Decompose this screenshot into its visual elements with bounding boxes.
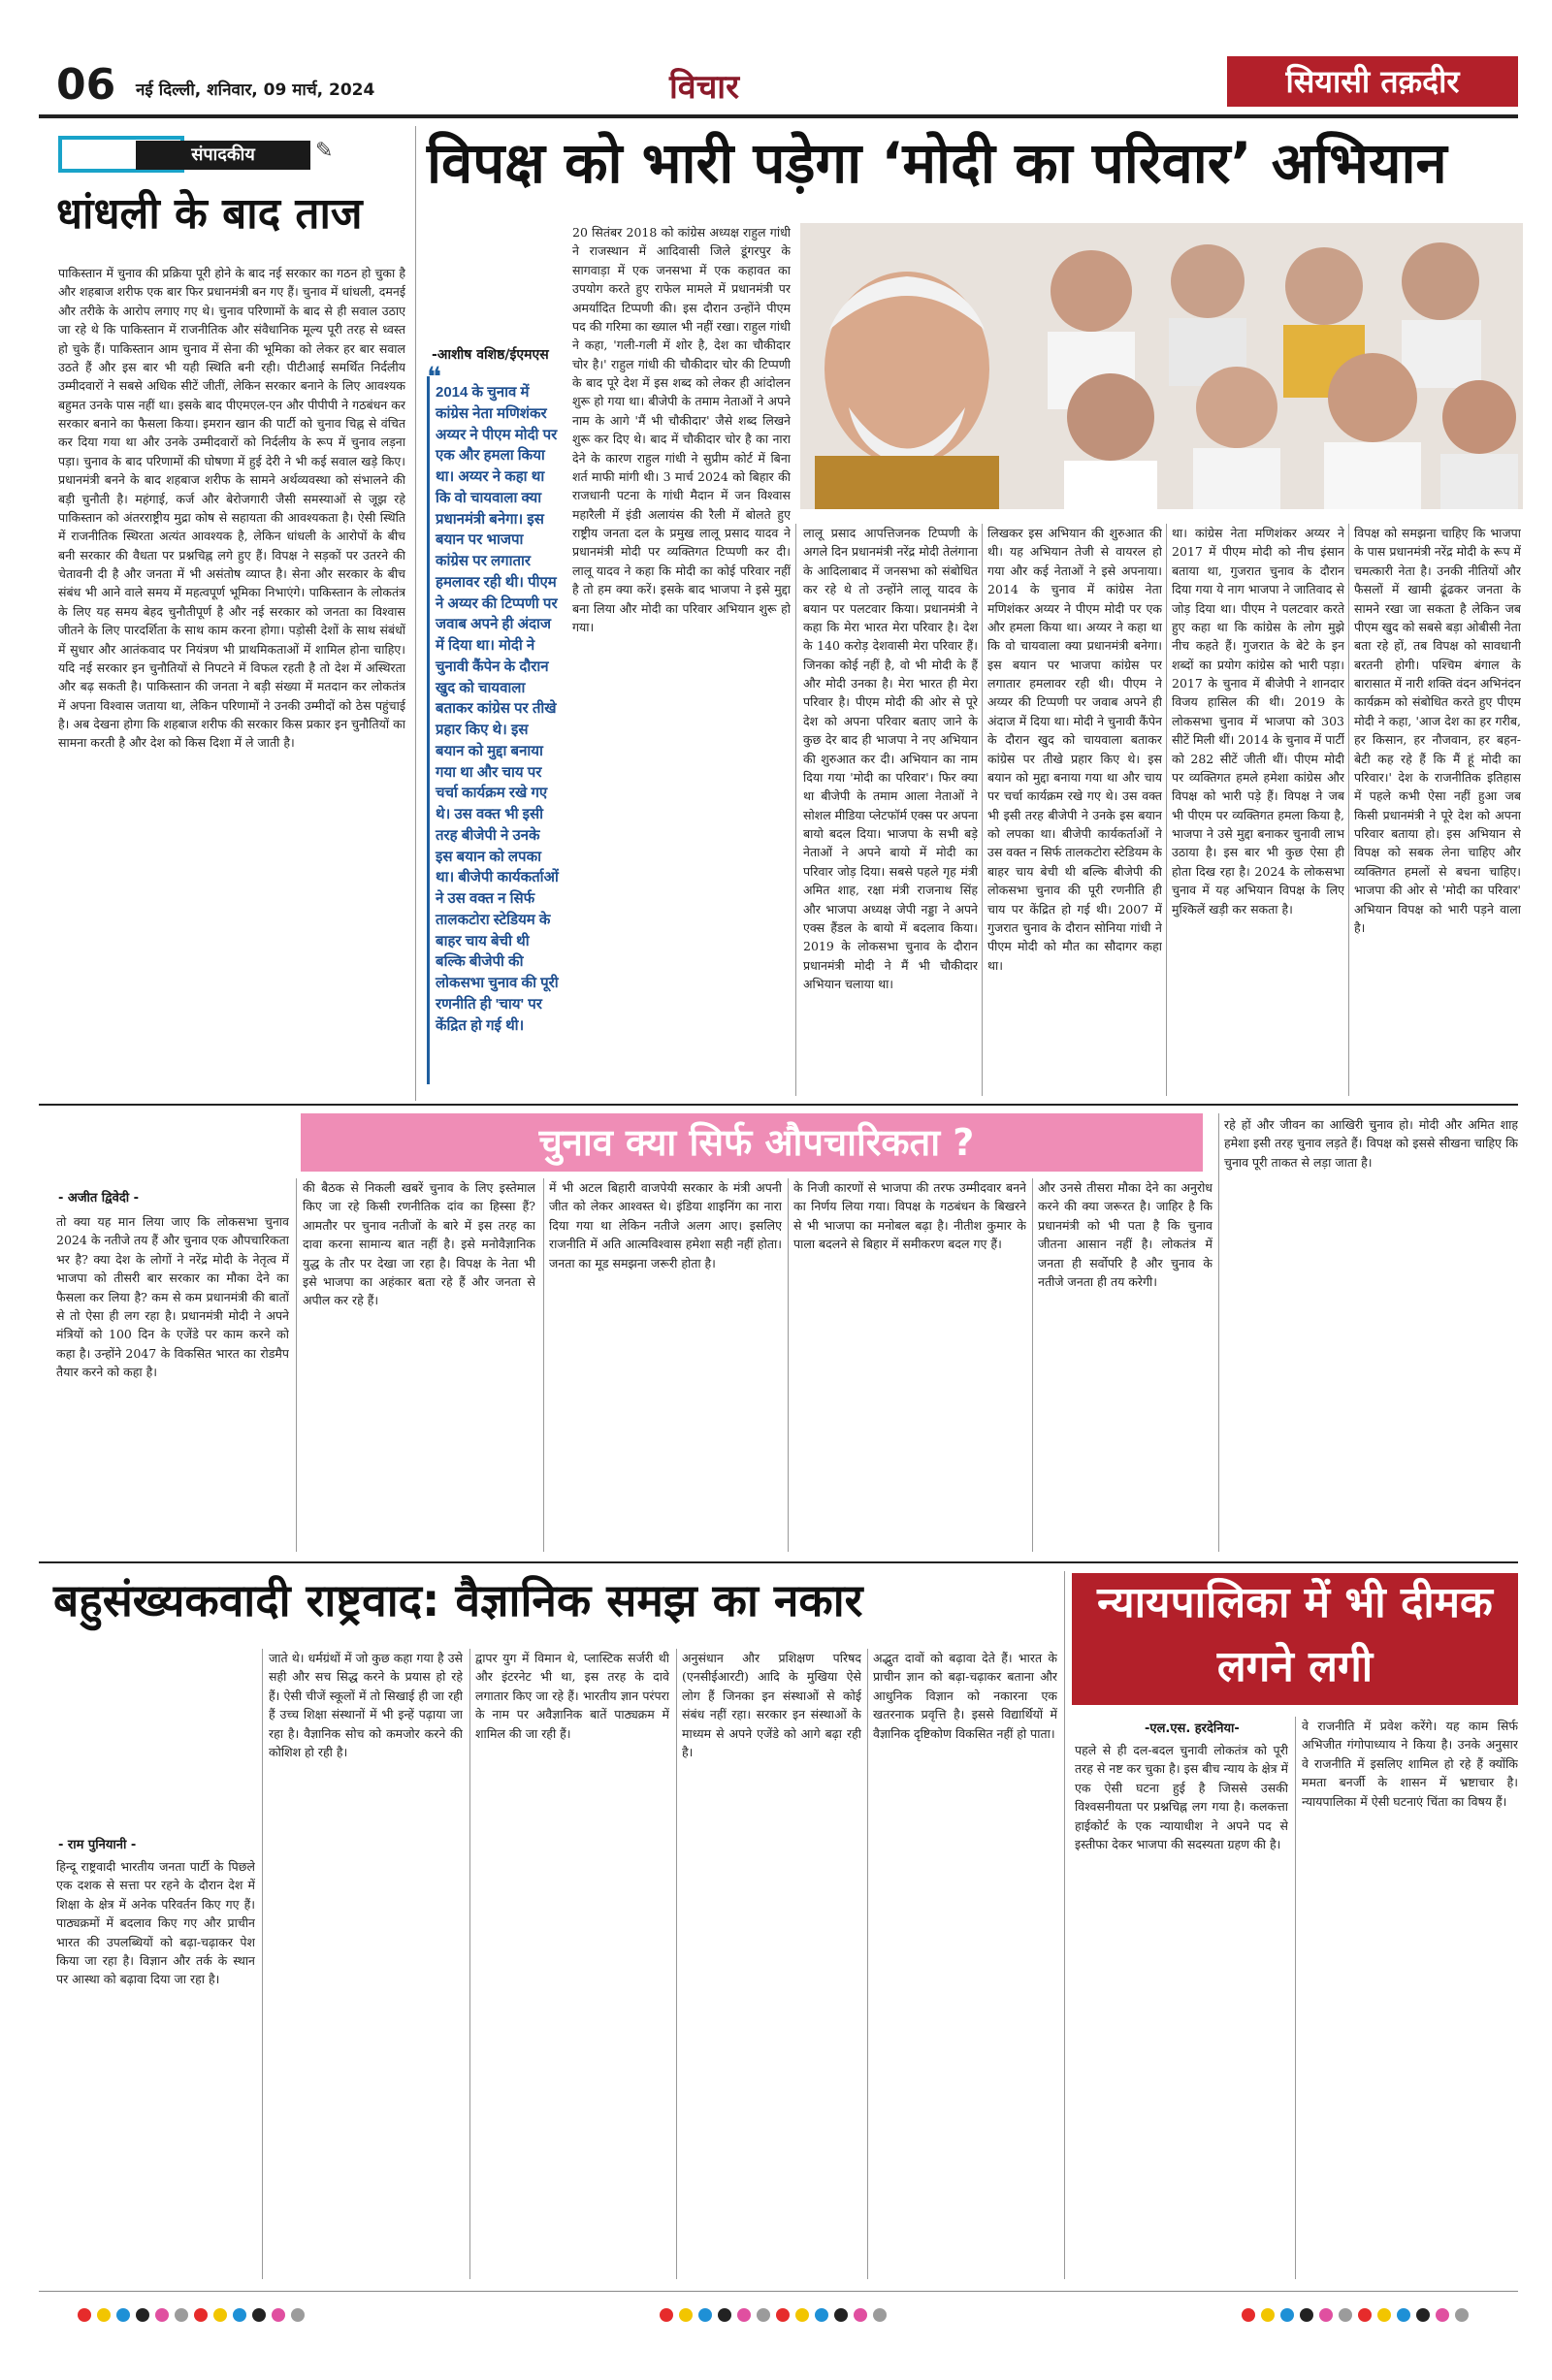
- column-divider: [795, 524, 796, 1096]
- nyay-headline: न्यायपालिका में भी दीमक लगने लगी: [1097, 1578, 1493, 1691]
- color-registration-dot: [1358, 2308, 1372, 2322]
- lead-headline: विपक्ष को भारी पड़ेगा ‘मोदी का परिवार’ अभियान: [427, 130, 1447, 196]
- color-registration-dot: [1455, 2308, 1469, 2322]
- chunav-byline: - अजीत द्विवेदी -: [58, 1191, 140, 1206]
- color-registration-dot: [1242, 2308, 1255, 2322]
- color-registration-dot: [660, 2308, 673, 2322]
- column-divider: [1348, 524, 1349, 1096]
- politicians-photo-collage: [800, 223, 1523, 509]
- color-registration-dot: [834, 2308, 848, 2322]
- color-registration-dot: [1300, 2308, 1313, 2322]
- chunav-column-2: की बैठक से निकली खबरें चुनाव के लिए इस्तेमाल किए जा रहे किसी रणनीतिक दांव का हिस्सा हैं? आमतौर पर चुनाव नतीजों के बारे में इस तरह का दावा करना सामान्य बात नहीं है। इसे मनोवैज्ञानिक युद्ध के तौर पर देखा जा रहा है। विपक्ष के नेता भी इसे भाजपा का अहंकार बता रहे हैं और जनता से अपील कर रहे हैं।: [303, 1180, 535, 1308]
- color-registration-dot: [252, 2308, 266, 2322]
- column-divider: [543, 1178, 544, 1552]
- section-rule: [39, 1561, 1518, 1563]
- color-registration-dot: [1397, 2308, 1410, 2322]
- color-registration-dot: [272, 2308, 285, 2322]
- page-number: 06: [56, 60, 116, 110]
- color-registration-dot: [679, 2308, 693, 2322]
- dateline: नई दिल्ली, शनिवार, 09 मार्च, 2024: [136, 80, 375, 100]
- color-registration-dot: [698, 2308, 712, 2322]
- lead-column-4: था। कांग्रेस नेता मणिशंकर अय्यर ने 2017 में पीएम मोदी को नीच इंसान बताया था, गुजरात चुनाव के दौरान दिया गया ये नाग भाजपा ने जातिवाद से जोड़ दिया था। पीएम ने पलटवार करते हुए कहा था कि कांग्रेस के लोग मुझे नीच कहते हैं। गुजरात के बेटे के इन शब्दों का प्रयोग कांग्रेस को भारी पड़ा। 2017 के चुनाव में बीजेपी ने शानदार विजय हासिल की थी। 2019 के लोकसभा चुनाव में भाजपा को 303 सीटें मिली थीं। 2014 के चुनाव में पार्टी को 282 सीटें जीती थीं। पीएम मोदी पर व्यक्तिगत हमले हमेशा कांग्रेस और विपक्ष को भारी पड़े हैं। विपक्ष ने जब भी पीएम पर व्यक्तिगत हमला किया है, भाजपा ने उसे मुद्दा बनाकर चुनावी लाभ उठाया है। इस बार भी कुछ ऐसा ही होता दिख रहा है। 2024 के लोकसभा चुनाव में यह अभियान विपक्ष के लिए मुश्किलें खड़ी कर सकता है।: [1172, 526, 1344, 917]
- color-registration-dot: [873, 2308, 887, 2322]
- column-divider: [262, 1649, 263, 2279]
- color-registration-dot: [1377, 2308, 1391, 2322]
- column-divider: [867, 1649, 868, 2279]
- color-registration-dot: [291, 2308, 305, 2322]
- bahu-column-5: अद्भुत दावों को बढ़ावा देते हैं। भारत के प्राचीन ज्ञान को बढ़ा-चढ़ाकर बताना और आधुनिक विज्ञान को नकारना एक खतरनाक प्रवृत्ति है। इससे विद्यार्थियों में वैज्ञानिक दृष्टिकोण विकसित नहीं हो पाता।: [873, 1651, 1057, 1741]
- lead-byline: -आशीष वशिष्ठ/ईएमएस: [432, 347, 549, 363]
- column-divider: [676, 1649, 677, 2279]
- column-divider: [1295, 1717, 1296, 2279]
- color-registration-dot: [757, 2308, 770, 2322]
- color-registration-dot: [795, 2308, 809, 2322]
- column-divider: [788, 1178, 789, 1552]
- color-registration-dot: [815, 2308, 828, 2322]
- editorial-body: पाकिस्तान में चुनाव की प्रक्रिया पूरी होने के बाद नई सरकार का गठन हो चुका है और शहबाज शरीफ एक बार फिर प्रधानमंत्री बन गए हैं। चुनाव में धांधली, दमनई और तरीके के आरोप लगाए गए थे। चुनाव परिणामों के बाद से ही सवाल उठाए जा रहे थे कि पाकिस्तान में राजनीतिक और संवैधानिक मूल्य पूरी तरह से ध्वस्त हो चुके हैं। पाकिस्तान आम चुनाव में सेना की भूमिका को लेकर हर बार सवाल उठते हैं और इस बार भी यही स्थिति बनी रही। पीटीआई समर्थित निर्दलीय उम्मीदवारों ने सबसे अधिक सीटें जीतीं, लेकिन सरकार बनाने के लिए आवश्यक बहुमत उनके पास नहीं था। इसके बाद पीएमएल-एन और पीपीपी ने गठबंधन कर सरकार बनाने का फैसला किया। इमरान खान की पार्टी को चुनाव चिह्न से वंचित कर दिया गया था और उनके उम्मीदवारों को निर्दलीय के रूप में चुनाव लड़ना पड़ा। चुनाव के बाद परिणामों की घोषणा में हुई देरी ने भी कई सवाल खड़े किए। प्रधानमंत्री बनने के बाद शहबाज शरीफ के सामने अर्थव्यवस्था को संभालने की बड़ी चुनौती है। महंगाई, कर्ज और बेरोजगारी जैसी समस्याओं से जूझ रहे पाकिस्तान को अंतरराष्ट्रीय मुद्रा कोष से सहायता की आवश्यकता है। ऐसी स्थिति में राजनीतिक स्थिरता अत्यंत आवश्यक है, लेकिन धांधली के आरोपों के बीच बनी सरकार की वैधता पर प्रश्नचिह्न लगे हुए हैं। विपक्ष ने सड़कों पर उतरने की चेतावनी दी है और जनता में भी असंतोष व्याप्त है। सेना और सरकार के बीच संबंध भी आने वाले समय में महत्वपूर्ण भूमिका निभाएंगे। पाकिस्तान के लोकतंत्र के लिए यह समय बेहद चुनौतीपूर्ण है और नई सरकार को जनता का विश्वास जीतने के लिए पारदर्शिता के साथ काम करना होगा। पड़ोसी देशों के साथ संबंधों में सुधार और आतंकवाद पर नियंत्रण भी प्राथमिकताओं में शामिल होना चाहिए। यदि नई सरकार इन चुनौतियों से निपटने में विफल रहती है तो देश में अस्थिरता और बढ़ सकती है। पाकिस्तान की जनता ने बड़ी संख्या में मतदान कर लोकतंत्र में अपना विश्वास जताया था, लेकिन परिणामों ने उनकी उम्मीदों को ठेस पहुंचाई है। अब देखना होगा कि शहबाज शरीफ की सरकार किस प्रकार इन चुनौतियों का सामना करती है और देश को किस दिशा में ले जाती है।: [58, 266, 405, 751]
- color-registration-dot: [1339, 2308, 1352, 2322]
- color-registration-dot: [1261, 2308, 1275, 2322]
- column-divider: [415, 126, 416, 1101]
- bahu-column-3: द्वापर युग में विमान थे, प्लास्टिक सर्जरी थी और इंटरनेट भी था, इस तरह के दावे लगातार किए जा रहे हैं। भारतीय ज्ञान परंपरा के नाम पर अवैज्ञानिक बातें पाठ्यक्रम में शामिल की जा रही हैं।: [475, 1651, 669, 1741]
- column-divider: [982, 524, 983, 1096]
- chunav-column-1: तो क्या यह मान लिया जाए कि लोकसभा चुनाव 2024 के नतीजे तय हैं और चुनाव एक औपचारिकता भर है? क्या देश के लोगों ने नरेंद्र मोदी के नेतृत्व में भाजपा को तीसरी बार सरकार का मौका देने का फैसला कर लिया है? कम से कम प्रधानमंत्री की बातों से तो ऐसा ही लग रहा है। प्रधानमंत्री मोदी ने अपने मंत्रियों को 100 दिन के एजेंडे पर काम करने को कहा है। उन्होंने 2047 के विकसित भारत का रोडमैप तैयार करने को कहा है।: [56, 1214, 289, 1379]
- color-registration-dot: [718, 2308, 731, 2322]
- lead-column-1: 20 सितंबर 2018 को कांग्रेस अध्यक्ष राहुल गांधी ने राजस्थान में आदिवासी जिले डूंगरपुर के सागवाड़ा में एक जनसभा में एक कहावत का उपयोग करते हुए राफेल मामले में प्रधानमंत्री पर अमर्यादित टिप्पणी की। इस दौरान उन्होंने पीएम पद की गरिमा का ख्याल भी नहीं रखा। राहुल गांधी ने कहा, 'गली-गली में शोर है, देश का चौकीदार चोर है।' राहुल गांधी की चौकीदार चोर की टिप्पणी के बाद पूरे देश में इस शब्द को लेकर ही आंदोलन शुरू हो गया था। बीजेपी के तमाम नेताओं ने अपने नाम के आगे 'मैं भी चौकीदार' जैसे शब्द लिखने शुरू कर दिए थे। बाद में चौकीदार चोर है का नारा देने के कारण राहुल गांधी ने सुप्रीम कोर्ट में बिना शर्त माफी मांगी थी। 3 मार्च 2024 को बिहार की राजधानी पटना के गांधी मैदान में जन विश्वास महारैली में इंडी अलायंस की रैली में बोलते हुए राष्ट्रीय जनता दल के प्रमुख लालू प्रसाद यादव ने प्रधानमंत्री मोदी पर व्यक्तिगत टिप्पणी कर दी। लालू यादव ने कहा कि मोदी का कोई परिवार नहीं है तो हम क्या करें। इसके बाद भाजपा ने इसे मुद्दा बना लिया और मोदी का परिवार अभियान शुरू हो गया।: [572, 225, 791, 634]
- column-divider: [1032, 1178, 1033, 1552]
- header-rule: [39, 114, 1518, 118]
- section-rule: [39, 1104, 1518, 1106]
- quote-icon: ❝: [427, 361, 442, 393]
- pen-icon: ✎: [315, 139, 334, 163]
- color-registration-dot: [155, 2308, 169, 2322]
- chunav-column-6: रहे हों और जीवन का आखिरी चुनाव हो। मोदी और अमित शाह हमेशा इसी तरह चुनाव लड़ते हैं। विपक्ष को इससे सीखना चाहिए कि चुनाव पूरी ताकत से लड़ा जाता है।: [1224, 1117, 1518, 1170]
- column-divider: [469, 1649, 470, 2279]
- chunav-column-5: और उनसे तीसरा मौका देने का अनुरोध करने की क्या जरूरत है। जाहिर है कि प्रधानमंत्री को भी पता है कि चुनाव जीतना आसान नहीं है। लोकतंत्र में जनता ही सर्वोपरि है और चुनाव के नतीजे जनता ही तय करेगी।: [1038, 1180, 1212, 1289]
- column-divider: [1218, 1113, 1219, 1552]
- bahu-column-4: अनुसंधान और प्रशिक्षण परिषद (एनसीईआरटी) आदि के मुखिया ऐसे लोग हैं जिनका इन संस्थाओं से कोई संबंध नहीं रहा। सरकार इन संस्थाओं के माध्यम से अपने एजेंडे को आगे बढ़ा रही है।: [682, 1651, 861, 1759]
- column-divider: [1064, 1571, 1065, 2279]
- chunav-headline: चुनाव क्या सिर्फ औपचारिकता ?: [538, 1121, 975, 1164]
- photo-illustration: [800, 223, 1523, 509]
- bahu-byline: - राम पुनियानी -: [58, 1838, 137, 1852]
- pull-quote: 2014 के चुनाव में कांग्रेस नेता मणिशंकर अय्यर ने पीएम मोदी पर एक और हमला किया था। अय्यर ने कहा था कि वो चायवाला क्या प्रधानमंत्री बनेगा। इस बयान पर भाजपा कांग्रेस पर लगातार हमलावर रही थी। पीएम ने अय्यर की टिप्पणी पर जवाब अपने ही अंदाज में दिया था। मोदी ने चुनावी कैंपेन के दौरान खुद को चायवाला बताकर कांग्रेस पर तीखे प्रहार किए थे। इस बयान को मुद्दा बनाया गया था और चाय पर चर्चा कार्यक्रम रखे गए थे। उस वक्त भी इसी तरह बीजेपी ने उनके इस बयान को लपका था। बीजेपी कार्यकर्ताओं ने उस वक्त न सिर्फ तालकटोरा स्टेडियम के बाहर चाय बेची थी बल्कि बीजेपी की लोकसभा चुनाव की पूरी रणनीति ही 'चाय' पर केंद्रित हो गई थी।: [427, 376, 565, 1084]
- bahu-column-2: जाते थे। धर्मग्रंथों में जो कुछ कहा गया है उसे सही और सच सिद्ध करने के प्रयास हो रहे हैं। ऐसी चीजें स्कूलों में तो सिखाई ही जा रही हैं उच्च शिक्षा संस्थानों में भी इन्हें पढ़ाया जा रहा है। वैज्ञानिक सोच को कमजोर करने की कोशिश हो रही है।: [269, 1651, 463, 1759]
- color-registration-dot: [1319, 2308, 1333, 2322]
- color-registration-dot: [1280, 2308, 1294, 2322]
- color-registration-dot: [213, 2308, 227, 2322]
- lead-column-3: लिखकर इस अभियान की शुरुआत की थी। यह अभियान तेजी से वायरल हो गया और कई नेताओं ने इसे अपनाया। 2014 के चुनाव में कांग्रेस नेता मणिशंकर अय्यर ने पीएम मोदी पर एक और हमला किया था। अय्यर ने कहा था कि वो चायवाला क्या प्रधानमंत्री बनेगा। इस बयान पर भाजपा कांग्रेस पर लगातार हमलावर रही थी। पीएम ने अय्यर की टिप्पणी पर जवाब अपने ही अंदाज में दिया था। मोदी ने चुनावी कैंपेन के दौरान खुद को चायवाला बताकर कांग्रेस पर तीखे प्रहार किए थे। इस बयान को मुद्दा बनाया गया था और चाय पर चर्चा कार्यक्रम रखे गए थे। उस वक्त भी इसी तरह बीजेपी ने उनके इस बयान को लपका था। बीजेपी कार्यकर्ताओं ने उस वक्त न सिर्फ तालकटोरा स्टेडियम के बाहर चाय बेची थी बल्कि बीजेपी की लोकसभा चुनाव की पूरी रणनीति ही चाय पर केंद्रित हो गई थी। 2007 में गुजरात चुनाव के दौरान सोनिया गांधी ने पीएम मोदी को मौत का सौदागर कहा था।: [987, 526, 1162, 973]
- color-registration-dot: [854, 2308, 867, 2322]
- column-name-badge: सियासी तक़दीर: [1227, 56, 1518, 107]
- editorial-label: संपादकीय: [136, 141, 310, 170]
- column-divider: [296, 1178, 297, 1552]
- color-registration-dot: [233, 2308, 246, 2322]
- color-registration-dot: [194, 2308, 208, 2322]
- color-registration-dot: [136, 2308, 149, 2322]
- section-title: विचार: [669, 68, 740, 107]
- nyay-column-1: पहले से ही दल-बदल चुनावी लोकतंत्र को पूरी तरह से नष्ट कर चुका है। इस बीच न्याय के क्षेत्र में एक ऐसी घटना हुई है जिससे उसकी विश्वसनीयता पर प्रश्नचिह्न लग गया है। कलकत्ता हाईकोर्ट के एक न्यायाधीश ने अपने पद से इस्तीफा देकर भाजपा की सदस्यता ग्रहण की है।: [1075, 1743, 1288, 1851]
- bahu-headline: बहुसंख्यकवादी राष्ट्रवाद: वैज्ञानिक समझ का नकार: [53, 1574, 863, 1626]
- nyay-byline: -एल.एस. हरदेनिया-: [1145, 1721, 1240, 1736]
- color-registration-dot: [1436, 2308, 1449, 2322]
- editorial-title: धांधली के बाद ताज: [56, 189, 363, 239]
- bahu-column-1: हिन्दू राष्ट्रवादी भारतीय जनता पार्टी के पिछले एक दशक से सत्ता पर रहने के दौरान देश में शिक्षा के क्षेत्र में अनेक परिवर्तन किए गए हैं। पाठ्यक्रमों में बदलाव किए गए और प्राचीन भारत की उपलब्धियों को बढ़ा-चढ़ाकर पेश किया जा रहा है। विज्ञान और तर्क के स्थान पर आस्था को बढ़ावा दिया जा रहा है।: [56, 1859, 255, 1987]
- chunav-column-4: के निजी कारणों से भाजपा की तरफ उम्मीदवार बनने का निर्णय लिया गया। विपक्ष के गठबंधन के बिखरने से भी भाजपा का मनोबल बढ़ा है। नीतीश कुमार के पाला बदलने से बिहार में समीकरण बदल गए हैं।: [793, 1180, 1026, 1252]
- lead-column-5: विपक्ष को समझना चाहिए कि भाजपा के पास प्रधानमंत्री नरेंद्र मोदी के रूप में चमत्कारी नेता है। उनकी नीतियों और फैसलों में खामी ढूंढकर जनता के सामने रखा जा सकता है लेकिन जब पीएम खुद को सबसे बड़ा ओबीसी नेता बता रहे हों, तब विपक्ष को सावधानी बरतनी होगी। पश्चिम बंगाल के बारासात में नारी शक्ति वंदन अभिनंदन कार्यक्रम को संबोधित करते हुए पीएम मोदी ने कहा, 'आज देश का हर गरीब, हर किसान, हर नौजवान, हर बहन-बेटी कह रहे हैं कि मैं हूं मोदी का परिवार।' देश के राजनीतिक इतिहास में पहले कभी ऐसा नहीं हुआ जब किसी प्रधानमंत्री ने पूरे देश को अपना परिवार बताया हो। इस अभियान से विपक्ष को सबक लेना चाहिए और व्यक्तिगत हमलों से बचना चाहिए। भाजपा की ओर से 'मोदी का परिवार' अभियान विपक्ष को भारी पड़ने वाला है।: [1354, 526, 1521, 935]
- color-registration-dot: [78, 2308, 91, 2322]
- footer-rule: [39, 2291, 1518, 2292]
- color-registration-dot: [737, 2308, 751, 2322]
- color-registration-dot: [116, 2308, 130, 2322]
- column-divider: [1166, 524, 1167, 1096]
- color-registration-dot: [97, 2308, 111, 2322]
- nyay-column-2: वे राजनीति में प्रवेश करेंगे। यह काम सिर्फ अभिजीत गंगोपाध्याय ने किया है। उनके अनुसार वे राजनीति में इसलिए शामिल हो रहे हैं क्योंकि ममता बनर्जी के शासन में भ्रष्टाचार है। न्यायपालिका में ऐसी घटनाएं चिंता का विषय हैं।: [1302, 1719, 1518, 1809]
- color-registration-dot: [1416, 2308, 1430, 2322]
- color-registration-dot: [175, 2308, 188, 2322]
- lead-column-2: लालू प्रसाद आपत्तिजनक टिप्पणी के अगले दिन प्रधानमंत्री नरेंद्र मोदी तेलंगाना के आदिलाबाद में जनसभा को संबोधित कर रहे थे तो उन्होंने लालू यादव के बयान पर पलटवार किया। प्रधानमंत्री ने कहा कि मेरा भारत मेरा परिवार है। देश के 140 करोड़ देशवासी मेरा परिवार हैं। जिनका कोई नहीं है, वो भी मोदी के हैं और मोदी उनका है। मेरा भारत ही मेरा परिवार है। पीएम मोदी की ओर से पूरे देश को अपना परिवार बताए जाने के कुछ देर बाद ही भाजपा ने नए अभियान की शुरुआत कर दी। अभियान का नाम दिया गया 'मोदी का परिवार'। फिर क्या था बीजेपी के तमाम आला नेताओं ने सोशल मीडिया प्लेटफॉर्म एक्स पर अपना बायो बदल दिया। भाजपा के सभी बड़े नेताओं ने अपने बायो में मोदी का परिवार जोड़ दिया। सबसे पहले गृह मंत्री अमित शाह, रक्षा मंत्री राजनाथ सिंह और भाजपा अध्यक्ष जेपी नड्डा ने अपने एक्स हैंडल के बायो में बदलाव किया। 2019 के लोकसभा चुनाव के दौरान प्रधानमंत्री मोदी ने मैं भी चौकीदार अभियान चलाया था।: [803, 526, 978, 991]
- chunav-column-3: में भी अटल बिहारी वाजपेयी सरकार के मंत्री अपनी जीत को लेकर आश्वस्त थे। इंडिया शाइनिंग का नारा दिया गया था लेकिन नतीजे अलग आए। इसलिए राजनीति में अति आत्मविश्वास हमेशा सही नहीं होता। जनता का मूड समझना जरूरी होता है।: [549, 1180, 782, 1270]
- color-registration-dot: [776, 2308, 790, 2322]
